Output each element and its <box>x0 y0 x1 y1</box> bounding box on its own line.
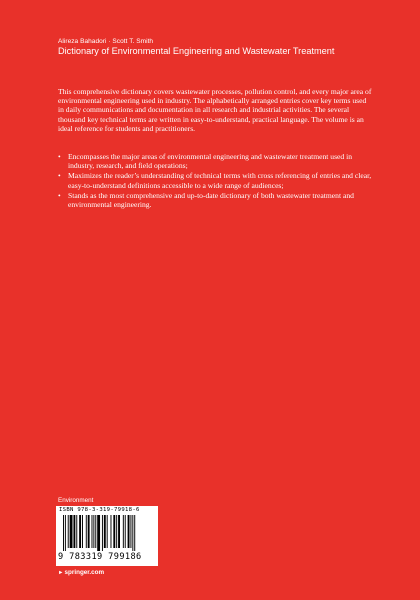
feature-text: Stands as the most comprehensive and up-to-date dictionary of both wastewater treatment and environmental engineering. <box>68 190 354 210</box>
barcode-bar <box>104 515 106 548</box>
feature-text: Encompasses the major areas of environmental engineering and wastewater treatment used in industry, research, and field operations; <box>68 152 353 171</box>
feature-text: Maximizes the reader’s understanding of technical terms with cross referencing of entries and clear, easy-to-understand definitions accessible to a wide range of audiences; <box>68 171 372 190</box>
barcode-bar <box>76 515 77 548</box>
barcode-bar <box>111 515 112 548</box>
feature-list <box>58 152 380 210</box>
barcode-bar <box>134 515 135 551</box>
barcode-bar <box>88 515 90 548</box>
bullet-icon: • <box>58 190 61 200</box>
bullet-icon: • <box>58 171 61 181</box>
barcode-bar <box>68 515 69 548</box>
author-names: Alireza Bahadori · Scott T. Smith <box>58 38 154 45</box>
book-title: Dictionary of Environmental Engineering and Wastewater Treatment <box>58 46 335 56</box>
barcode-bar <box>130 515 131 548</box>
barcode-bar <box>125 515 126 548</box>
barcode-bar <box>102 515 103 551</box>
isbn-label: ISBN 978-3-319-79918-6 <box>59 507 140 513</box>
barcode-bar <box>70 515 73 548</box>
barcode-bar <box>93 515 94 548</box>
barcode-bar <box>65 515 66 551</box>
barcode-bar <box>86 515 87 548</box>
arrow-right-icon: ► <box>58 570 64 576</box>
website-link-text: springer.com <box>64 569 105 576</box>
barcode-bar <box>92 515 93 548</box>
barcode-bar <box>113 515 115 548</box>
feature-list-item <box>58 152 380 170</box>
publisher-website[interactable] <box>58 569 104 576</box>
barcode-bar <box>132 515 133 551</box>
barcode-bar <box>63 515 64 551</box>
barcode-panel <box>56 506 158 566</box>
barcode-bar <box>82 515 83 548</box>
bullet-icon: • <box>58 152 61 161</box>
feature-list-item <box>58 171 380 189</box>
barcode-bar <box>116 515 117 548</box>
barcode-bar <box>97 515 100 551</box>
barcode-bar <box>73 515 75 548</box>
barcode-bar <box>118 515 120 548</box>
barcode-bar <box>79 515 81 548</box>
barcode-number: 9 783319 799186 <box>58 552 142 562</box>
barcode-bar <box>107 515 108 548</box>
subject-category: Environment <box>58 497 94 504</box>
description-paragraph: This comprehensive dictionary covers wastewater processes, pollution control, and every major area of environmental engineering used in industry. The alphabetically arranged entries cover key terms used in daily communications and documentation in all research and industrial activities. The several thousand key technical terms are written in easy-to-understand, practical language. The volume is an ideal reference for students and practitioners. <box>58 87 372 133</box>
barcode-bar <box>128 515 130 548</box>
barcode-bar <box>95 515 96 548</box>
barcode-icon <box>62 515 152 551</box>
barcode-bar <box>123 515 124 548</box>
feature-list-item <box>58 191 380 209</box>
